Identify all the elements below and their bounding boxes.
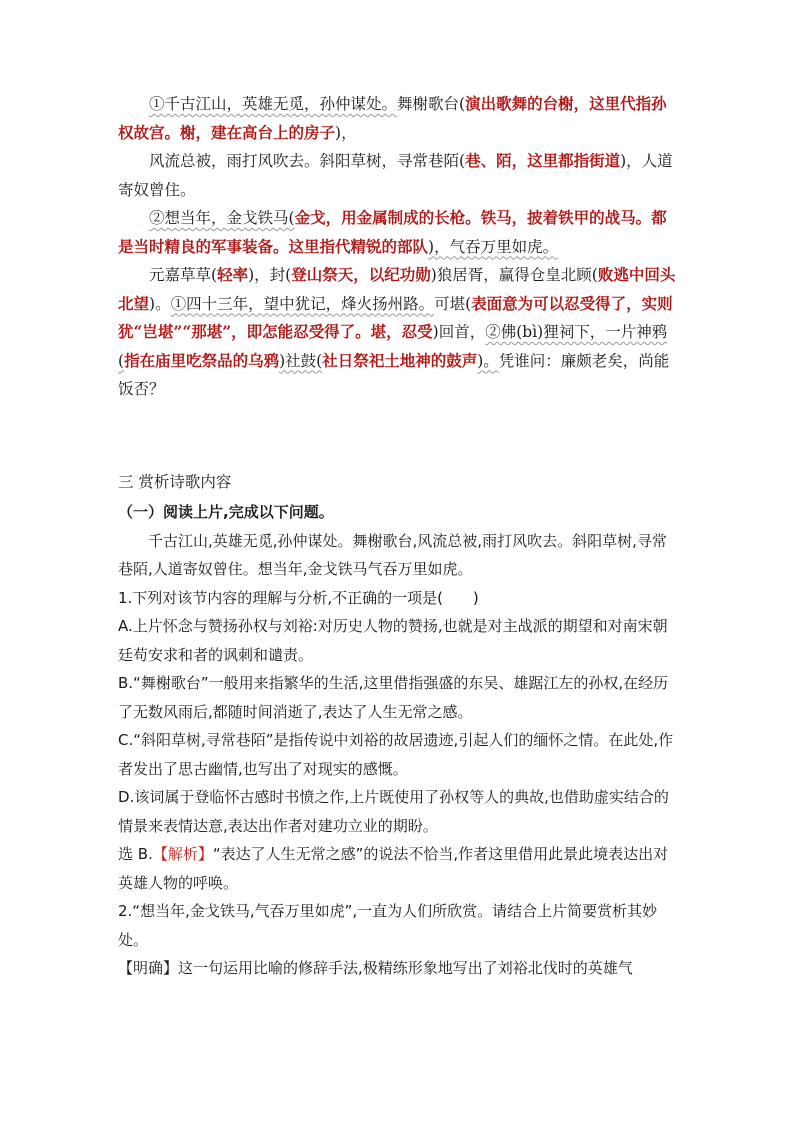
poem-line: )，气吞万里如虎。 — [428, 237, 559, 256]
annotation: 表面意为可以忍受得了，实则犹“岂堪”“那堪”，即怎能忍受得了。堪，忍受 — [118, 293, 673, 341]
annotation: 巷、陌，这里都指街道 — [465, 151, 621, 170]
poem-line: ①千古江山，英雄无觅，孙仲谋处。 — [149, 95, 398, 113]
question-1-stem: 1.下列对该节内容的理解与分析,不正确的一项是( ) — [118, 588, 479, 607]
poem-text: )狼居胥，赢得仓皇北顾( — [430, 266, 598, 284]
answer-2 — [118, 954, 678, 983]
answer-tag: 【明确】 — [118, 959, 179, 977]
analysis-tag: 【解析】 — [152, 845, 213, 863]
answer-text: 这一句运用比喻的修辞手法,极精练形象地写出了刘裕北伐时的英雄气 — [178, 959, 633, 977]
section-three — [118, 470, 678, 492]
annotated-poem — [118, 90, 678, 404]
annotation: 社日祭祀土地神的鼓声 — [322, 350, 478, 370]
answer-1 — [118, 840, 678, 897]
annotation: 指在庙里吃祭品的乌鸦 — [124, 350, 280, 370]
option-c: C.“斜阳草树,寻常巷陌”是指传说中刘裕的故居遗迹,引起人们的缅怀之情。在此处,作者发出了思古幽情,也写出了对现实的感慨。 — [118, 731, 674, 778]
poem-line: )社鼓( — [279, 351, 323, 370]
poem-text: 可堪( — [434, 294, 472, 313]
poem-paragraph-3 — [118, 204, 678, 261]
poem-paragraph-1 — [118, 90, 678, 147]
poem-text: )回首， — [432, 323, 486, 341]
poem-line: ①四十三年，望中犹记，烽火扬州路。 — [170, 294, 435, 313]
poem-text: )，人道寄奴曾住。 — [118, 152, 673, 199]
poem-text: 舞榭歌台( — [397, 95, 466, 113]
question-2-stem: 2.“想当年,金戈铁马,气吞万里如虎”,一直为人们所欣赏。请结合上片简要赏析其妙处。 — [118, 902, 658, 949]
poem-paragraph-4 — [118, 261, 678, 404]
annotation: 演出歌舞的台榭，这里代指孙权故宫。榭，建在高台上的房子 — [118, 94, 667, 142]
poem-line: )。 — [477, 351, 499, 370]
annotation: 金戈，用金属制成的长枪。铁马，披着铁甲的战马。都是当时精良的军事装备。这里指代精锐的部队 — [118, 208, 667, 256]
poem-text: )， — [335, 123, 357, 142]
passage: 千古江山,英雄无觅,孙仲谋处。舞榭歌台,风流总被,雨打风吹去。斜阳草树,寻常巷陌,人道寄奴曾住。想当年,金戈铁马气吞万里如虎。 — [118, 531, 667, 578]
poem-paragraph-2 — [118, 147, 678, 204]
section-title: 三 赏析诗歌内容 — [118, 473, 232, 491]
annotation: 登山祭天，以纪功勋 — [291, 265, 431, 284]
poem-text: )。 — [149, 294, 171, 313]
poem-line: ②佛(bì)狸祠下，一片神鸦( — [118, 323, 668, 370]
annotation: 败逃中回头北望 — [118, 265, 676, 313]
annotation: 轻率 — [217, 265, 249, 284]
poem-text: 风流总被，雨打风吹去。斜阳草树，寻常巷陌( — [149, 152, 466, 170]
section-subtitle: （一）阅读上片,完成以下问题。 — [118, 503, 334, 521]
poem-text: )，封( — [248, 266, 292, 284]
analysis-text: “表达了人生无常之感”的说法不恰当,作者这里借用此景此境表达出对英雄人物的呼唤。 — [118, 845, 669, 892]
poem-line: ②想当年，金戈铁马( — [149, 209, 295, 227]
option-a: A.上片怀念与赞扬孙权与刘裕:对历史人物的赞扬,也就是对主战派的期望和对南宋朝廷苟安求和者的讽刺和谴责。 — [118, 617, 668, 664]
option-b: B.“舞榭歌台”一般用来指繁华的生活,这里借指强盛的东吴、雄踞江左的孙权,在经历了无数风雨后,都随时间消逝了,表达了人生无常之感。 — [118, 674, 669, 721]
poem-text: 元嘉草草( — [149, 266, 218, 284]
questions-block — [118, 498, 678, 983]
option-d: D.该词属于登临怀古感时书愤之作,上片既使用了孙权等人的典故,也借助虚实结合的情景来表情达意,表达出作者对建功立业的期盼。 — [118, 788, 669, 835]
poem-text: 凭谁问：廉颇老矣，尚能饭否？ — [118, 351, 670, 398]
answer-prefix: 选 B. — [118, 845, 153, 863]
